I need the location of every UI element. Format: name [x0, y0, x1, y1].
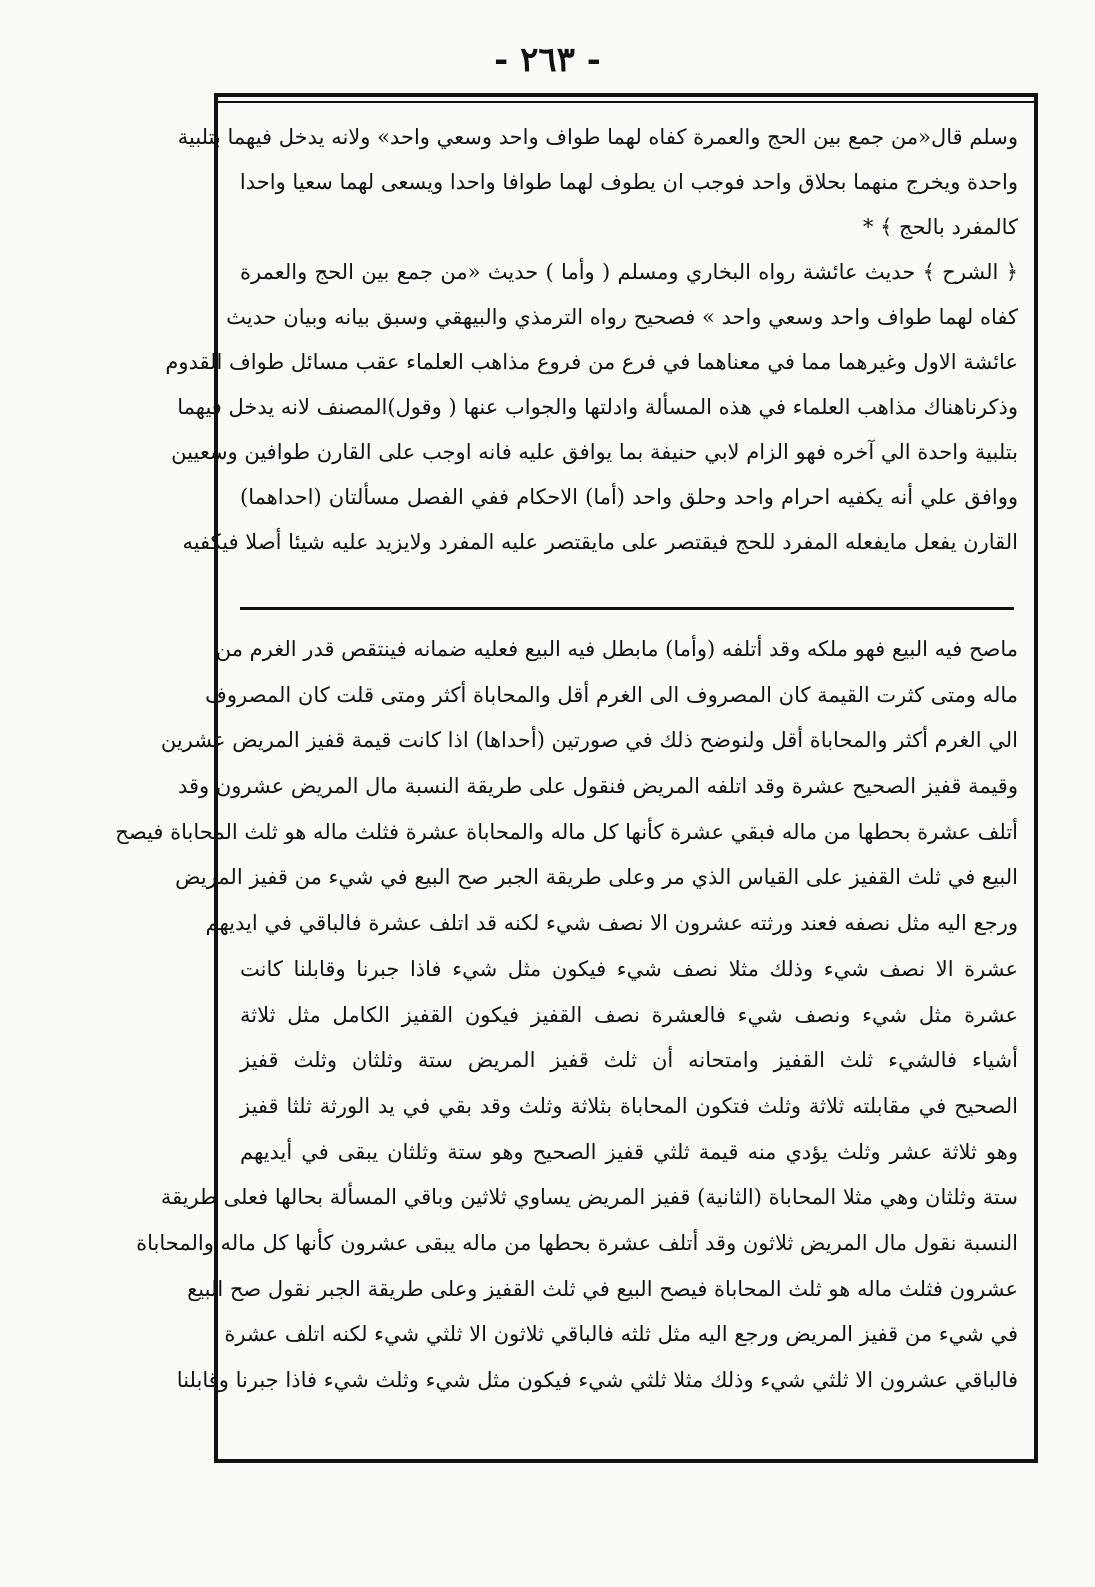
text-line: الصحيح في مقابلته ثلاثة وثلث فتكون المحاباة بثلاثة وثلث وقد بقي في يد الورثة ثلثا قفيز	[240, 1093, 1018, 1118]
text-line: فالباقي عشرون الا ثلثي شيء وذلك مثلا ثلثي شيء فيكون مثل شيء وثلث شيء فاذا جبرنا وقابلنا	[176, 1368, 1018, 1392]
text-line: عشرون فثلث ماله هو ثلث المحاباة فيصح البيع في ثلث القفيز وعلى طريقة الجبر نقول صح البيع	[187, 1276, 1018, 1301]
text-line: ستة وثلثان وهي مثلا المحاباة (الثانية) قفيز المريض يساوي ثلاثين وباقي المسألة بحالها فعلى طريقة	[160, 1185, 1018, 1210]
text-line: كالمفرد بالحج ﴾ *	[862, 215, 1018, 239]
text-line: واحدة ويخرج منهما بحلاق واحد فوجب ان يطوف لهما طوافا واحدا ويسعى لهما سعيا واحدا	[239, 170, 1018, 194]
text-line: بتلبية واحدة الي آخره فهو الزام لابي حنيفة بما يوافق عليه فانه اوجب على القارن طوافين وسعيين	[171, 440, 1018, 464]
text-line: كفاه لهما طواف واحد وسعي واحد » فصحيح رواه الترمذي والبيهقي وسبق بيانه وبيان حديث	[226, 305, 1018, 329]
text-line: عشرة الا نصف شيء وذلك مثلا نصف شيء فيكون مثل شيء فاذا جبرنا وقابلنا كانت	[240, 956, 1018, 981]
text-line: عائشة الاول وغيرهما مما في معناهما في فرع من فروع مذاهب العلماء عقب مسائل طواف القدوم	[165, 350, 1018, 374]
page-frame	[115, 93, 1038, 1463]
commentary-bottom-section	[115, 627, 1018, 1404]
text-line: القارن يفعل مايفعله المفرد للحج فيقتصر على مايقتصر عليه المفرد ولايزيد عليه شيئا أصلا فيكفيه	[182, 530, 1018, 554]
text-line: وهو ثلاثة عشر وثلث يؤدي منه قيمة ثلثي قفيز الصحيح وهو ستة وثلثان يبقى في أيديهم	[240, 1139, 1018, 1164]
text-line: ورجع اليه مثل نصفه فعند ورثته عشرون الا نصف شيء لكنه قد اتلف عشرة فالباقي في ايديهم	[205, 911, 1018, 936]
text-line: ﴿ الشرح ﴾ حديث عائشة رواه البخاري ومسلم ( وأما ) حديث «من جمع بين الحج والعمرة	[240, 260, 1018, 284]
text-line: البيع في ثلث القفيز على القياس الذي مر وعلى طريقة الجبر صح البيع في شيء من قفيز المريض	[175, 865, 1018, 890]
text-line: ووافق علي أنه يكفيه احرام واحد وحلق واحد (أما) الاحكام ففي الفصل مسألتان (احداهما)	[240, 485, 1018, 509]
page-number: - ٢٦٣ -	[494, 40, 601, 80]
text-line: الي الغرم أكثر والمحاباة أقل ولنوضح ذلك في صورتين (أحداها) اذا كانت قيمة قفيز المريض عشرين	[160, 728, 1018, 753]
text-line: ماصح فيه البيع فهو ملكه وقد أتلفه (وأما) مابطل فيه البيع فعليه ضمانه فينتقص قدر الغرم من	[215, 637, 1018, 661]
text-line: أشياء فالشيء ثلث القفيز وامتحانه أن ثلث قفيز المريض ستة وثلثان وثلث قفيز	[240, 1048, 1018, 1073]
text-line: في شيء من قفيز المريض ورجع اليه مثل ثلثه فالباقي ثلاثون الا ثلثي شيء لكنه اتلف عشرة	[224, 1322, 1018, 1347]
text-line: وسلم قال«من جمع بين الحج والعمرة كفاه لهما طواف واحد وسعي واحد» ولانه يدخل فيهما بتلبية	[177, 125, 1018, 149]
text-line: النسبة نقول مال المريض ثلاثون وقد أتلف عشرة بحطها من ماله يبقى عشرون كأنها كل ماله والمحاباة	[136, 1230, 1018, 1255]
text-line: وقيمة قفيز الصحيح عشرة وقد اتلفه المريض فنقول على طريقة النسبة مال المريض عشرون وقد	[177, 774, 1018, 799]
text-line: أتلف عشرة بحطها من ماله فبقي عشرة كأنها كل ماله والمحاباة عشرة فثلث ماله هو ثلث المحاباة فيصح	[115, 819, 1018, 844]
text-line: وذكرناهناك مذاهب العلماء في هذه المسألة وادلتها والجواب عنها ( وقول)المصنف لانه يدخل فيهما	[177, 395, 1018, 419]
commentary-top-section	[165, 115, 1018, 565]
text-line: عشرة مثل شيء ونصف شيء فالعشرة نصف القفيز فيكون القفيز الكامل مثل ثلاثة	[240, 1002, 1018, 1027]
text-line: ماله ومتى كثرت القيمة كان المصروف الى الغرم أقل والمحاباة أكثر ومتى قلت كان المصروف	[205, 682, 1018, 707]
section-divider	[240, 607, 1014, 610]
